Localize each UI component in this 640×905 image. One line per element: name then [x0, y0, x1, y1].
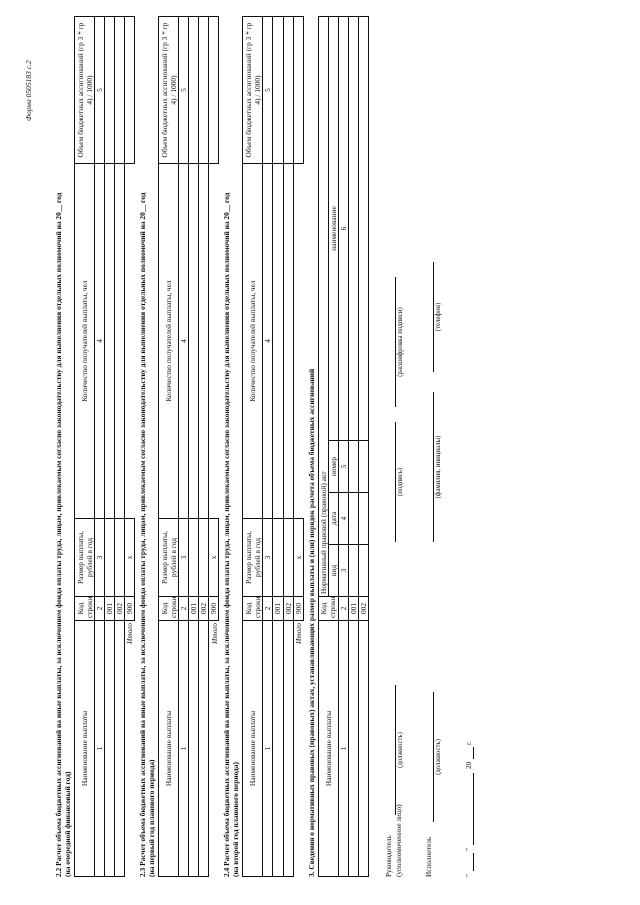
header-volume: Объем бюджетных ассигнований (гр 3 * гр 4) / 1000): [159, 17, 179, 164]
cell-input[interactable]: [273, 17, 283, 164]
cell-input[interactable]: [105, 164, 115, 519]
cell-input[interactable]: [125, 17, 135, 164]
row-code: 002: [115, 597, 125, 621]
position-caption: (должность): [396, 732, 404, 768]
cell-input[interactable]: [199, 164, 209, 519]
date-quote-open: ": [464, 874, 473, 877]
header-act-number: номер: [328, 441, 338, 493]
total-label: Итого: [209, 623, 219, 644]
col-number: 2: [95, 597, 105, 621]
cell-input[interactable]: [348, 493, 358, 545]
header-row-code: Код строки: [75, 597, 95, 621]
executor-fio-line[interactable]: [433, 392, 434, 542]
cell-input[interactable]: [273, 164, 283, 519]
cell-input[interactable]: [209, 17, 219, 164]
section-2-4-title-line2: (на второй год планового периода): [231, 762, 241, 877]
header-payment-size: Размер выплаты, рублей в год: [243, 519, 263, 597]
fio-caption: (фамилия, инициалы): [434, 435, 442, 499]
cell-input[interactable]: [105, 621, 115, 877]
col-number: 2: [338, 597, 348, 621]
section-2-2-title: [54, 17, 72, 877]
head-signature-line[interactable]: [395, 422, 396, 542]
cell-input[interactable]: [115, 621, 125, 877]
cell-input[interactable]: [115, 17, 125, 164]
col-number: 3: [338, 545, 348, 597]
section-3-title: 3. Сведения о нормативных правовых (правовых) актах, устанавливающих размер выплаты и (или) порядок расчета объема бюджетных ассигнований: [306, 368, 316, 877]
form-code: Форма 0505183 с.2: [24, 60, 33, 121]
cell-input[interactable]: [199, 621, 209, 877]
cell-input[interactable]: [105, 17, 115, 164]
row-code: 002: [199, 597, 209, 621]
section-2-4-title: [222, 17, 240, 877]
header-payment-size: Размер выплаты, рублей в год: [75, 519, 95, 597]
header-act-type: вид: [328, 545, 338, 597]
date-day-line[interactable]: [473, 853, 474, 871]
col-number: 4: [338, 493, 348, 545]
col-number: 3: [95, 519, 105, 597]
row-code: 001: [105, 597, 115, 621]
section-2-2-title-line2: (на очередной финансовый год): [63, 771, 73, 877]
table-2-4: [242, 16, 303, 877]
header-volume: Объем бюджетных ассигнований (гр 3 * гр 4) / 1000): [75, 17, 95, 164]
col-number: 1: [263, 621, 273, 877]
executor-position-caption: (должность): [434, 739, 442, 775]
header-recipients: Количество получателей выплаты, чел: [159, 164, 179, 519]
table-row: [348, 16, 358, 876]
cell-input[interactable]: [105, 519, 115, 597]
cell-input[interactable]: [348, 16, 358, 440]
executor-label: Исполнитель: [424, 836, 433, 877]
total-row: [209, 17, 219, 877]
header-payment-name: Наименование выплаты: [159, 621, 179, 877]
section-2-3-title-line2: (на первый год планового периода): [147, 759, 157, 877]
table-3: [318, 16, 369, 877]
form-content: [52, 17, 495, 877]
cell-input[interactable]: [283, 519, 293, 597]
signature-caption: (подпись): [396, 467, 404, 497]
header-row-code: Код строки: [159, 597, 179, 621]
signature-block: [385, 17, 495, 877]
decoding-caption: (расшифровка подписи): [396, 307, 404, 377]
table-row: [273, 17, 283, 877]
cell-input[interactable]: [358, 621, 368, 877]
date-year-line[interactable]: [473, 747, 474, 759]
row-code: 001: [189, 597, 199, 621]
header-recipients: Количество получателей выплаты, чел: [75, 164, 95, 519]
col-number: 4: [263, 164, 273, 519]
section-2-4-title-line1: 2.4 Расчет объема бюджетных ассигнований на иные выплаты, за исключением фонда оплаты труда, лицам, привлекаемым согласно законодательству для выполнения отдельных полномочий на 20__ год: [222, 192, 232, 877]
col-number: 4: [179, 164, 189, 519]
header-payment-name: Наименование выплаты: [75, 621, 95, 877]
row-code: 001: [273, 597, 283, 621]
section-2-3-title-line1: 2.3 Расчет объема бюджетных ассигнований на иные выплаты, за исключением фонда оплаты труда, лицам, привлекаемым согласно законодательству для выполнения отдельных полномочий на 20__ год: [138, 192, 148, 877]
total-code: 900: [293, 597, 303, 621]
total-x: х: [293, 519, 303, 597]
cell-input[interactable]: [189, 17, 199, 164]
header-legal-act: Нормативный правовой (правовой) акт: [318, 16, 328, 596]
total-x: х: [125, 519, 135, 597]
section-2-2-title-line1: 2.2 Расчет объема бюджетных ассигнований на иные выплаты, за исключением фонда оплаты труда, лицам, привлекаемым согласно законодательству для выполнения отдельных полномочий на 20__ год: [54, 192, 63, 877]
cell-input[interactable]: [189, 164, 199, 519]
cell-input[interactable]: [358, 441, 368, 493]
header-recipients: Количество получателей выплаты, чел: [243, 164, 263, 519]
head-label: Руководитель: [384, 835, 393, 877]
cell-input[interactable]: [358, 493, 368, 545]
total-x: х: [209, 519, 219, 597]
cell-input[interactable]: [273, 621, 283, 877]
phone-caption: (телефон): [434, 302, 442, 332]
col-number: 5: [338, 441, 348, 493]
header-volume: Объем бюджетных ассигнований (гр 3 * гр 4) / 1000): [243, 17, 263, 164]
head-decoding-line[interactable]: [395, 277, 396, 407]
date-quote-close: ": [464, 848, 473, 851]
row-code: 001: [348, 597, 358, 621]
cell-input[interactable]: [115, 519, 125, 597]
cell-input[interactable]: [293, 17, 303, 164]
table-2-2: [74, 16, 135, 877]
head-sub-label: (уполномоченное лицо): [394, 804, 403, 877]
empty-cell: [209, 164, 219, 519]
col-number: 5: [263, 17, 273, 164]
cell-input[interactable]: [115, 164, 125, 519]
cell-input[interactable]: [189, 621, 199, 877]
empty-cell: [293, 164, 303, 519]
cell-input[interactable]: [348, 545, 358, 597]
cell-input[interactable]: [283, 621, 293, 877]
header-row-code: Код строки: [243, 597, 263, 621]
table-row: [189, 17, 199, 877]
section-2-3-title: [138, 17, 156, 877]
col-number: 1: [179, 621, 189, 877]
col-number: 6: [338, 16, 348, 440]
header-payment-size: Размер выплаты, рублей в год: [159, 519, 179, 597]
cell-input[interactable]: [199, 519, 209, 597]
total-row: [125, 17, 135, 877]
col-number: 1: [95, 621, 105, 877]
head-position-line[interactable]: [395, 685, 396, 815]
header-act-date: дата: [328, 493, 338, 545]
header-row-code: Код строки: [318, 597, 338, 621]
date-year-suffix: г.: [464, 741, 473, 745]
cell-input[interactable]: [348, 621, 358, 877]
col-number: 2: [263, 597, 273, 621]
date-year-prefix: 20: [464, 761, 473, 769]
total-row: [293, 17, 303, 877]
col-number: 3: [263, 519, 273, 597]
cell-input[interactable]: [358, 545, 368, 597]
total-label: Итого: [293, 623, 303, 644]
col-number: 4: [95, 164, 105, 519]
cell-input[interactable]: [283, 164, 293, 519]
row-code: 002: [283, 597, 293, 621]
date-month-line[interactable]: [473, 773, 474, 845]
executor-position-line[interactable]: [433, 692, 434, 822]
row-code: 002: [358, 597, 368, 621]
cell-input[interactable]: [348, 441, 358, 493]
table-row: [199, 17, 209, 877]
col-number: 1: [338, 621, 348, 877]
table-row: [105, 17, 115, 877]
cell-input[interactable]: [199, 17, 209, 164]
col-number: 3: [179, 519, 189, 597]
cell-input[interactable]: [283, 17, 293, 164]
table-row: [115, 17, 125, 877]
col-number: 5: [95, 17, 105, 164]
empty-cell: [125, 164, 135, 519]
cell-input[interactable]: [189, 519, 199, 597]
table-row: [283, 17, 293, 877]
col-number: 5: [179, 17, 189, 164]
executor-phone-line[interactable]: [433, 262, 434, 372]
header-payment-name: Наименование выплаты: [318, 621, 338, 877]
total-label: Итого: [125, 623, 135, 644]
cell-input[interactable]: [273, 519, 283, 597]
table-row: [358, 16, 368, 876]
header-act-name: наименование: [328, 16, 338, 440]
cell-input[interactable]: [358, 16, 368, 440]
col-number: 2: [179, 597, 189, 621]
table-2-3: [158, 16, 219, 877]
header-payment-name: Наименование выплаты: [243, 621, 263, 877]
total-code: 900: [125, 597, 135, 621]
total-code: 900: [209, 597, 219, 621]
